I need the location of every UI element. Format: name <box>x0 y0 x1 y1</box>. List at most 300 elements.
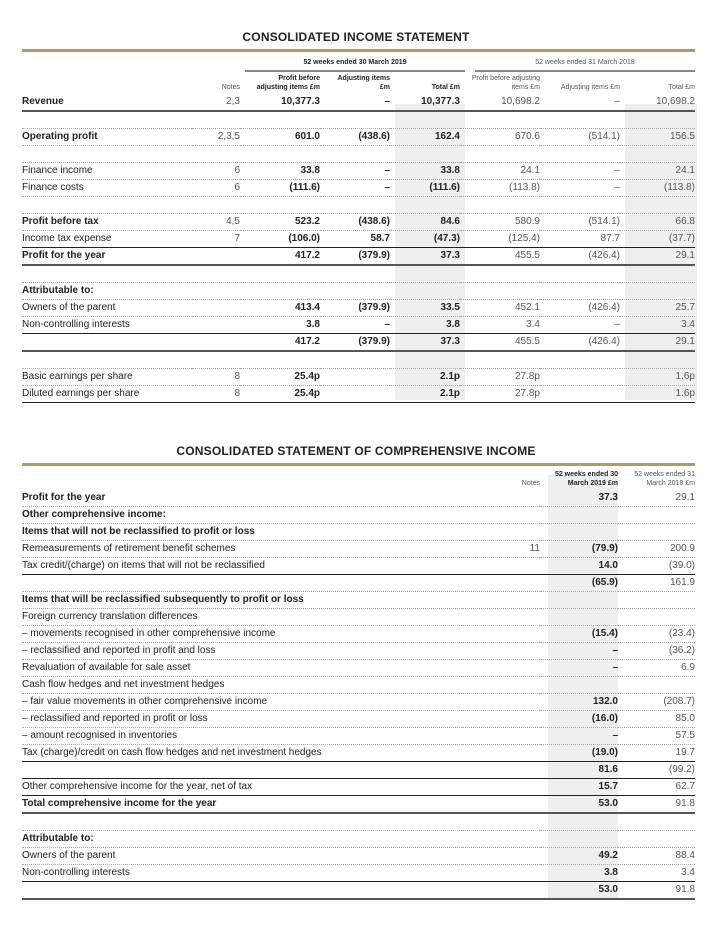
row-label <box>22 882 462 900</box>
row-value: (113.8) <box>460 180 540 197</box>
table-row <box>22 831 695 848</box>
row-notes <box>192 317 240 334</box>
column-header: Profit before adjusting items £m <box>256 75 320 91</box>
period-2019-rule <box>245 70 465 72</box>
comprehensive-income-title: CONSOLIDATED STATEMENT OF COMPREHENSIVE INCOME <box>176 444 536 458</box>
empty-cell <box>540 265 620 283</box>
row-label <box>22 575 462 592</box>
row-value: – <box>320 317 390 334</box>
table-row <box>22 386 695 403</box>
row-value: 156.5 <box>620 129 695 146</box>
column-header: Notes <box>221 84 240 91</box>
empty-cell <box>390 351 460 369</box>
empty-cell <box>390 111 460 129</box>
row-value: 24.1 <box>620 163 695 180</box>
row-value: (426.4) <box>540 334 620 352</box>
table-row <box>22 541 695 558</box>
row-label: – reclassified and reported in profit or loss <box>22 711 462 728</box>
table-row <box>22 248 695 266</box>
row-value: 15.7 <box>540 779 618 796</box>
empty-cell <box>540 197 620 214</box>
header-spacer <box>22 74 192 94</box>
row-notes <box>462 711 540 728</box>
row-value: 162.4 <box>390 129 460 146</box>
row-notes <box>462 831 540 848</box>
row-label: Other comprehensive income: <box>22 507 462 524</box>
row-value: (514.1) <box>540 214 620 231</box>
row-label: Operating profit <box>22 129 192 146</box>
row-label: Owners of the parent <box>22 848 462 865</box>
header-row <box>22 74 695 94</box>
table-row <box>22 490 695 507</box>
row-value: 33.8 <box>240 163 320 180</box>
row-value: 88.4 <box>618 848 695 865</box>
row-notes <box>462 592 540 609</box>
row-value: (125.4) <box>460 231 540 248</box>
spacer-row <box>22 111 695 129</box>
row-notes: 8 <box>192 386 240 403</box>
row-value: 66.8 <box>620 214 695 231</box>
period-2019-header: 52 weeks ended 30 March 2019 <box>303 59 407 66</box>
row-label: Finance income <box>22 163 192 180</box>
empty-cell <box>320 111 390 129</box>
row-notes <box>192 248 240 266</box>
row-notes: 6 <box>192 180 240 197</box>
row-value: (379.9) <box>320 334 390 352</box>
empty-cell <box>22 197 192 214</box>
row-value: 580.9 <box>460 214 540 231</box>
table-row <box>22 129 695 146</box>
row-value <box>540 524 618 541</box>
row-value: – <box>320 163 390 180</box>
row-label: Items that will not be reclassified to profit or loss <box>22 524 462 541</box>
row-label: Attributable to: <box>22 283 192 300</box>
row-value: 91.8 <box>618 796 695 814</box>
column-header: 52 weeks ended 30 March 2019 £m <box>554 471 618 487</box>
column-header: Adjusting items £m <box>560 84 620 91</box>
table-row <box>22 796 695 814</box>
row-notes <box>462 643 540 660</box>
income-statement-table <box>22 74 695 403</box>
row-value: 1.6p <box>620 386 695 403</box>
row-label: Revenue <box>22 94 192 111</box>
table-row <box>22 524 695 541</box>
row-value: (426.4) <box>540 248 620 266</box>
column-header: Total £m <box>431 84 460 91</box>
row-label: – fair value movements in other comprehensive income <box>22 694 462 711</box>
row-value <box>320 369 390 386</box>
empty-cell <box>460 111 540 129</box>
empty-cell <box>240 351 320 369</box>
row-notes <box>462 694 540 711</box>
row-value: – <box>540 728 618 745</box>
row-value <box>540 369 620 386</box>
row-value <box>460 283 540 300</box>
row-value: 200.9 <box>618 541 695 558</box>
row-value: (79.9) <box>540 541 618 558</box>
row-value: 10,377.3 <box>240 94 320 111</box>
row-value: (106.0) <box>240 231 320 248</box>
row-value: (379.9) <box>320 300 390 317</box>
column-header: Profit before adjusting items £m <box>471 75 540 91</box>
empty-cell <box>240 197 320 214</box>
row-value: (438.6) <box>320 129 390 146</box>
row-value: 452.1 <box>460 300 540 317</box>
table-row <box>22 575 695 592</box>
row-value: (379.9) <box>320 248 390 266</box>
column-header: 52 weeks ended 31 March 2018 £m <box>634 471 695 487</box>
row-label: Tax (charge)/credit on cash flow hedges and net investment hedges <box>22 745 462 762</box>
table-row <box>22 317 695 334</box>
row-value: 53.0 <box>540 796 618 814</box>
row-value <box>618 831 695 848</box>
empty-cell <box>192 197 240 214</box>
table-row <box>22 334 695 352</box>
row-notes: 7 <box>192 231 240 248</box>
row-label: Remeasurements of retirement benefit schemes <box>22 541 462 558</box>
row-notes <box>462 745 540 762</box>
row-value: – <box>540 163 620 180</box>
table-row <box>22 300 695 317</box>
row-value: 6.9 <box>618 660 695 677</box>
row-value <box>618 524 695 541</box>
row-label: Foreign currency translation differences <box>22 609 462 626</box>
table-row <box>22 882 695 900</box>
row-notes <box>462 865 540 882</box>
row-value: 3.8 <box>540 865 618 882</box>
row-value <box>540 592 618 609</box>
row-label: Finance costs <box>22 180 192 197</box>
row-value <box>540 386 620 403</box>
row-value: 10,698.2 <box>460 94 540 111</box>
row-value: 455.5 <box>460 334 540 352</box>
empty-cell <box>390 197 460 214</box>
row-value: 37.3 <box>390 248 460 266</box>
row-notes: 4,5 <box>192 214 240 231</box>
row-value: 85.0 <box>618 711 695 728</box>
row-value: 670.6 <box>460 129 540 146</box>
empty-cell <box>22 265 192 283</box>
empty-cell <box>460 265 540 283</box>
row-value <box>618 592 695 609</box>
table-row <box>22 369 695 386</box>
spacer-row <box>22 813 695 831</box>
row-label: – reclassified and reported in profit and loss <box>22 643 462 660</box>
row-value <box>320 283 390 300</box>
row-value <box>540 677 618 694</box>
row-notes <box>462 626 540 643</box>
row-value: 87.7 <box>540 231 620 248</box>
row-value: (36.2) <box>618 643 695 660</box>
empty-cell <box>192 146 240 163</box>
empty-cell <box>320 351 390 369</box>
row-value: – <box>320 94 390 111</box>
row-value <box>320 386 390 403</box>
row-value <box>540 609 618 626</box>
row-value: 455.5 <box>460 248 540 266</box>
row-value: (111.6) <box>390 180 460 197</box>
empty-cell <box>460 351 540 369</box>
row-value: 1.6p <box>620 369 695 386</box>
row-value <box>618 507 695 524</box>
gold-rule <box>22 49 695 52</box>
row-value <box>618 609 695 626</box>
row-value: 81.6 <box>540 762 618 779</box>
row-value <box>540 831 618 848</box>
row-notes <box>462 609 540 626</box>
row-value: – <box>540 180 620 197</box>
header-row <box>22 470 695 490</box>
table-row <box>22 728 695 745</box>
row-value: 25.4p <box>240 369 320 386</box>
row-value: (438.6) <box>320 214 390 231</box>
row-value: 10,698.2 <box>620 94 695 111</box>
row-value: 25.4p <box>240 386 320 403</box>
table-row <box>22 214 695 231</box>
row-value: 62.7 <box>618 779 695 796</box>
spacer-row <box>22 197 695 214</box>
period-2018-rule <box>475 70 695 72</box>
row-label: Profit before tax <box>22 214 192 231</box>
row-value: (208.7) <box>618 694 695 711</box>
gold-rule <box>22 463 695 466</box>
row-value: 523.2 <box>240 214 320 231</box>
row-label: Owners of the parent <box>22 300 192 317</box>
table-row <box>22 163 695 180</box>
row-value: (19.0) <box>540 745 618 762</box>
row-label <box>22 334 192 352</box>
spacer-row <box>22 146 695 163</box>
row-value: (111.6) <box>240 180 320 197</box>
empty-cell <box>240 146 320 163</box>
table-row <box>22 779 695 796</box>
row-value: 84.6 <box>390 214 460 231</box>
spacer-row <box>22 351 695 369</box>
table-row <box>22 694 695 711</box>
row-value: 417.2 <box>240 248 320 266</box>
row-notes: 2,3 <box>192 94 240 111</box>
table-row <box>22 94 695 111</box>
table-row <box>22 592 695 609</box>
row-value: 3.4 <box>620 317 695 334</box>
row-notes <box>462 524 540 541</box>
table-row <box>22 180 695 197</box>
row-notes: 8 <box>192 369 240 386</box>
row-notes: 11 <box>462 541 540 558</box>
empty-cell <box>22 351 192 369</box>
row-label: Basic earnings per share <box>22 369 192 386</box>
row-value <box>618 677 695 694</box>
income-statement-title: CONSOLIDATED INCOME STATEMENT <box>242 30 470 44</box>
row-value <box>240 283 320 300</box>
row-value: 10,377.3 <box>390 94 460 111</box>
empty-cell <box>22 813 462 831</box>
column-header: Adjusting items £m <box>337 75 390 91</box>
empty-cell <box>192 111 240 129</box>
row-notes <box>462 558 540 575</box>
row-label: Items that will be reclassified subsequently to profit or loss <box>22 592 462 609</box>
row-value: (65.9) <box>540 575 618 592</box>
empty-cell <box>540 111 620 129</box>
row-notes <box>462 762 540 779</box>
row-notes <box>462 490 540 507</box>
row-value: (113.8) <box>620 180 695 197</box>
row-value: (99.2) <box>618 762 695 779</box>
table-row <box>22 711 695 728</box>
row-notes <box>462 796 540 814</box>
row-value: 3.4 <box>618 865 695 882</box>
row-value: – <box>320 180 390 197</box>
row-label: Revaluation of available for sale asset <box>22 660 462 677</box>
table-row <box>22 848 695 865</box>
row-notes <box>192 283 240 300</box>
empty-cell <box>620 265 695 283</box>
row-label: – movements recognised in other comprehensive income <box>22 626 462 643</box>
row-label: Profit for the year <box>22 248 192 266</box>
empty-cell <box>460 197 540 214</box>
column-header: Total £m <box>668 84 695 91</box>
row-value: 33.5 <box>390 300 460 317</box>
empty-cell <box>240 265 320 283</box>
spacer-row <box>22 265 695 283</box>
empty-cell <box>192 351 240 369</box>
empty-cell <box>620 197 695 214</box>
comprehensive-income-table <box>22 470 695 900</box>
row-notes <box>192 334 240 352</box>
empty-cell <box>460 146 540 163</box>
row-value: 37.3 <box>390 334 460 352</box>
row-value: – <box>540 94 620 111</box>
row-label: Attributable to: <box>22 831 462 848</box>
empty-cell <box>192 265 240 283</box>
row-notes <box>462 660 540 677</box>
row-value: 161.9 <box>618 575 695 592</box>
table-row <box>22 626 695 643</box>
empty-cell <box>22 146 192 163</box>
empty-cell <box>620 351 695 369</box>
row-value: 3.4 <box>460 317 540 334</box>
row-value: – <box>540 317 620 334</box>
empty-cell <box>540 813 618 831</box>
row-notes <box>462 575 540 592</box>
header-spacer <box>22 470 462 490</box>
row-value: 29.1 <box>620 248 695 266</box>
empty-cell <box>540 351 620 369</box>
row-value: 49.2 <box>540 848 618 865</box>
row-value: 27.8p <box>460 386 540 403</box>
row-value: 2.1p <box>390 386 460 403</box>
row-value: 19.7 <box>618 745 695 762</box>
row-value: 57.5 <box>618 728 695 745</box>
row-value: (47.3) <box>390 231 460 248</box>
row-label: Non-controlling interests <box>22 317 192 334</box>
row-notes <box>462 882 540 900</box>
empty-cell <box>22 111 192 129</box>
row-value: 91.8 <box>618 882 695 900</box>
row-value <box>540 507 618 524</box>
row-notes <box>462 728 540 745</box>
row-value: 37.3 <box>540 490 618 507</box>
row-notes <box>462 779 540 796</box>
table-row <box>22 865 695 882</box>
period-2018-header: 52 weeks ended 31 March 2018 <box>535 59 635 66</box>
empty-cell <box>618 813 695 831</box>
row-label: Income tax expense <box>22 231 192 248</box>
row-value <box>540 283 620 300</box>
row-value: – <box>540 660 618 677</box>
row-value: (39.0) <box>618 558 695 575</box>
row-value: 53.0 <box>540 882 618 900</box>
row-value: 601.0 <box>240 129 320 146</box>
row-value: 29.1 <box>620 334 695 352</box>
empty-cell <box>390 146 460 163</box>
empty-cell <box>620 146 695 163</box>
row-value: 2.1p <box>390 369 460 386</box>
table-row <box>22 762 695 779</box>
row-value: 29.1 <box>618 490 695 507</box>
empty-cell <box>390 265 460 283</box>
row-notes: 6 <box>192 163 240 180</box>
column-header: Notes <box>521 480 540 487</box>
row-value: (15.4) <box>540 626 618 643</box>
empty-cell <box>240 111 320 129</box>
row-label: Diluted earnings per share <box>22 386 192 403</box>
row-notes <box>462 507 540 524</box>
row-value: 3.8 <box>240 317 320 334</box>
table-row <box>22 507 695 524</box>
row-label: Cash flow hedges and net investment hedges <box>22 677 462 694</box>
row-value: – <box>540 643 618 660</box>
row-value: (23.4) <box>618 626 695 643</box>
empty-cell <box>320 265 390 283</box>
row-value: (16.0) <box>540 711 618 728</box>
row-value: 132.0 <box>540 694 618 711</box>
row-value <box>390 283 460 300</box>
row-notes <box>462 677 540 694</box>
table-row <box>22 609 695 626</box>
table-row <box>22 745 695 762</box>
row-value: 24.1 <box>460 163 540 180</box>
row-label: Non-controlling interests <box>22 865 462 882</box>
row-value: 3.8 <box>390 317 460 334</box>
row-value: (37.7) <box>620 231 695 248</box>
row-value <box>620 283 695 300</box>
row-value: 14.0 <box>540 558 618 575</box>
row-label: – amount recognised in inventories <box>22 728 462 745</box>
empty-cell <box>320 146 390 163</box>
empty-cell <box>540 146 620 163</box>
table-row <box>22 283 695 300</box>
row-notes <box>462 848 540 865</box>
row-value: 413.4 <box>240 300 320 317</box>
row-value: (426.4) <box>540 300 620 317</box>
table-row <box>22 558 695 575</box>
row-value: (514.1) <box>540 129 620 146</box>
row-label: Other comprehensive income for the year, net of tax <box>22 779 462 796</box>
row-notes <box>192 300 240 317</box>
row-value: 417.2 <box>240 334 320 352</box>
empty-cell <box>320 197 390 214</box>
empty-cell <box>462 813 540 831</box>
row-label: Total comprehensive income for the year <box>22 796 462 814</box>
row-value: 33.8 <box>390 163 460 180</box>
empty-cell <box>620 111 695 129</box>
row-label <box>22 762 462 779</box>
table-row <box>22 677 695 694</box>
row-value: 58.7 <box>320 231 390 248</box>
row-value: 27.8p <box>460 369 540 386</box>
row-notes: 2,3,5 <box>192 129 240 146</box>
